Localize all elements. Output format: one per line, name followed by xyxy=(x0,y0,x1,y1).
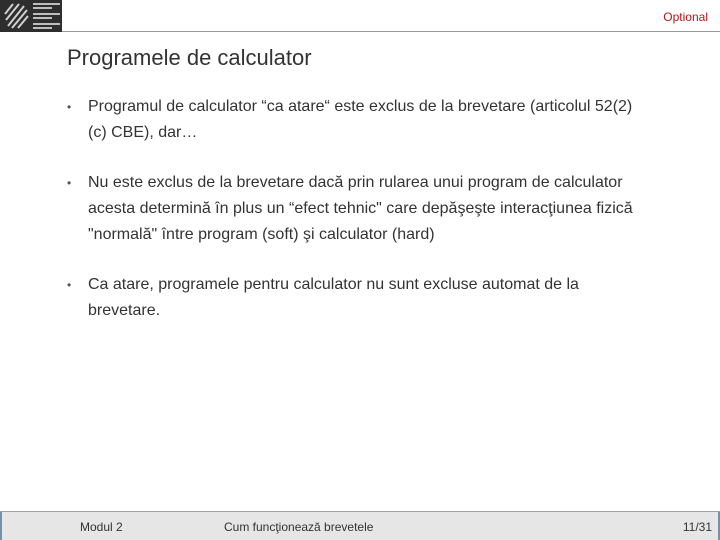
optional-label: Optional xyxy=(663,10,708,24)
bullet-item xyxy=(67,170,647,248)
footer-module: Modul 2 xyxy=(80,520,123,534)
epo-logo xyxy=(0,0,62,32)
footer-page-number: 11/31 xyxy=(682,520,712,534)
footer-edge-left xyxy=(0,512,2,540)
bullet-icon: • xyxy=(67,278,72,292)
bullet-icon: • xyxy=(67,100,72,114)
bullet-item xyxy=(67,272,647,324)
footer-topic: Cum funcţionează brevetele xyxy=(224,520,374,534)
footer-bar xyxy=(0,511,720,540)
bullet-item xyxy=(67,94,647,146)
bullet-icon: • xyxy=(67,176,72,190)
slide-title: Programele de calculator xyxy=(67,45,312,70)
bullet-text: Nu este exclus de la brevetare dacă prin rularea unui program de calculator acesta determină în plus un “efect tehnic" care depăşeşte interacţiunea fizică "normală" între program (soft) şi calculator (hard) xyxy=(88,174,633,243)
bullet-text: Programul de calculator “ca atare“ este exclus de la brevetare (articolul 52(2)(c) CBE), dar… xyxy=(88,98,633,141)
epo-logo-wordmark xyxy=(33,3,60,31)
bullet-list xyxy=(67,94,647,348)
header-divider xyxy=(62,31,720,32)
epo-logo-icon xyxy=(2,2,30,30)
bullet-text: Ca atare, programele pentru calculator nu sunt excluse automat de la brevetare. xyxy=(88,276,579,319)
